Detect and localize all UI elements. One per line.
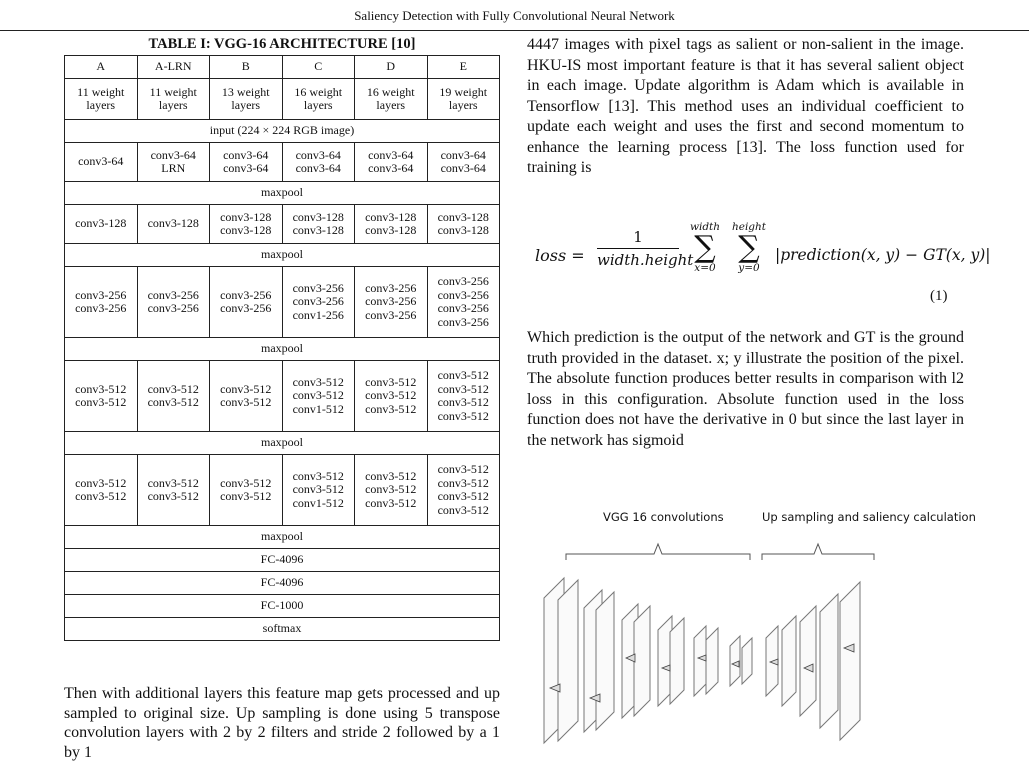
table-cell: E: [427, 56, 500, 79]
table-cell: 13 weight layers: [210, 79, 283, 120]
table-cell: FC-4096: [65, 572, 500, 595]
equation-number: (1): [930, 288, 948, 304]
table-cell: conv3-512 conv3-512 conv3-512 conv3-512: [427, 455, 500, 526]
sum-upper-limit: width: [689, 221, 721, 233]
input-row: [65, 120, 500, 143]
table-cell: conv3-256 conv3-256: [210, 267, 283, 338]
table-cell: maxpool: [65, 432, 500, 455]
table-cell: conv3-128 conv3-128: [282, 205, 355, 244]
table-caption: TABLE I: VGG-16 ARCHITECTURE [10]: [148, 36, 416, 52]
table-cell: conv3-512 conv3-512 conv3-512: [355, 361, 428, 432]
table-cell: 19 weight layers: [427, 79, 500, 120]
table-cell: conv3-128 conv3-128: [355, 205, 428, 244]
body-paragraph-right-1: 4447 images with pixel tags as salient or non-salient in the image. HKU-IS most important feature is that it has several salient object in each image. Update algorithm is Adam which is available in Tensorflow [13]. This method uses an individual coefficient to update each weight and uses the first and second momentum to enhance the learning process [13]. The loss function used for training is: [527, 36, 964, 176]
table-cell: A: [65, 56, 138, 79]
table-cell: conv3-256 conv3-256 conv3-256 conv3-256: [427, 267, 500, 338]
maxpool-row: [65, 526, 500, 549]
table-cell: conv3-64 conv3-64: [282, 143, 355, 182]
fc-row: [65, 549, 500, 572]
summation-x: [685, 222, 725, 274]
table-cell: 16 weight layers: [355, 79, 428, 120]
table-cell: maxpool: [65, 526, 500, 549]
table-cell: conv3-512 conv3-512: [210, 361, 283, 432]
fc-row: [65, 595, 500, 618]
body-paragraph-left: Then with additional layers this feature map gets processed and up sampled to original size. Up sampling is done using 5 transpose convolution layers with 2 by 2 filters and stride 2 followed by a 1 by 1: [64, 685, 500, 761]
sum-lower-limit: x=0: [694, 262, 716, 274]
maxpool-row: [65, 432, 500, 455]
layer-planes: [544, 578, 860, 743]
table-cell: conv3-512 conv3-512 conv3-512: [355, 455, 428, 526]
sum-lower-limit: y=0: [738, 262, 760, 274]
table-cell: conv3-64 conv3-64: [210, 143, 283, 182]
table-cell: 11 weight layers: [137, 79, 210, 120]
table-cell: conv3-512 conv3-512 conv3-512 conv3-512: [427, 361, 500, 432]
maxpool-row: [65, 244, 500, 267]
table-cell: conv3-512 conv3-512: [137, 455, 210, 526]
vgg16-architecture-table: [64, 55, 500, 641]
equation-fraction: [597, 228, 694, 269]
table-cell: maxpool: [65, 244, 500, 267]
table-cell: conv3-128: [137, 205, 210, 244]
table-cell: conv3-512 conv3-512: [137, 361, 210, 432]
table-cell: conv3-64 conv3-64: [355, 143, 428, 182]
fraction-bar: [597, 248, 679, 249]
weight-layers-row: [65, 79, 500, 120]
softmax-row: [65, 618, 500, 641]
table-cell: conv3-512 conv3-512: [210, 455, 283, 526]
table-cell: 11 weight layers: [65, 79, 138, 120]
sum-upper-limit: height: [731, 221, 767, 233]
table-cell: conv3-256 conv3-256 conv3-256: [355, 267, 428, 338]
table-cell: A-LRN: [137, 56, 210, 79]
maxpool-row: [65, 182, 500, 205]
brace-icon: [566, 544, 874, 560]
equation-body: |prediction(x, y) − GT(x, y)|: [775, 246, 991, 264]
table-cell: conv3-128 conv3-128: [210, 205, 283, 244]
sigma-icon: ∑: [694, 230, 716, 265]
table-cell: conv3-128 conv3-128: [427, 205, 500, 244]
summation-y: [729, 222, 769, 274]
table-cell: conv3-64 LRN: [137, 143, 210, 182]
table-cell: conv3-512 conv3-512: [65, 361, 138, 432]
column-header-row: [65, 56, 500, 79]
block5-row: [65, 455, 500, 526]
table-cell: conv3-64: [65, 143, 138, 182]
table-cell: maxpool: [65, 182, 500, 205]
table-cell: conv3-256 conv3-256 conv1-256: [282, 267, 355, 338]
table-cell: conv3-512 conv3-512 conv1-512: [282, 455, 355, 526]
block3-row: [65, 267, 500, 338]
equation-numerator: 1: [633, 228, 643, 246]
table-cell: B: [210, 56, 283, 79]
table-cell: input (224 × 224 RGB image): [65, 120, 500, 143]
body-paragraph-right-2: Which prediction is the output of the network and GT is the ground truth provided in the dataset. x; y illustrate the position of the pixel. The absolute function produces better results in comparison with l2 loss in this configuration. Absolute function used in the loss function does not have the derivative in 0 but since the last layer in the network has sigmoid: [527, 329, 964, 449]
table-cell: conv3-256 conv3-256: [137, 267, 210, 338]
figure-label-vgg: VGG 16 convolutions: [603, 510, 724, 524]
table-cell: FC-1000: [65, 595, 500, 618]
fc-row: [65, 572, 500, 595]
header-rule: [0, 30, 1029, 31]
table-cell: conv3-512 conv3-512 conv1-512: [282, 361, 355, 432]
table-cell: conv3-64 conv3-64: [427, 143, 500, 182]
equation-lhs: loss =: [535, 246, 585, 265]
sigma-icon: ∑: [738, 230, 760, 265]
block2-row: [65, 205, 500, 244]
table-cell: C: [282, 56, 355, 79]
table-cell: maxpool: [65, 338, 500, 361]
network-architecture-figure: [534, 538, 900, 766]
block1-row: [65, 143, 500, 182]
table-cell: conv3-512 conv3-512: [65, 455, 138, 526]
table-cell: FC-4096: [65, 549, 500, 572]
maxpool-row: [65, 338, 500, 361]
table-cell: conv3-128: [65, 205, 138, 244]
loss-equation: [535, 221, 991, 284]
table-cell: softmax: [65, 618, 500, 641]
equation-denominator: width.height: [597, 251, 694, 269]
block4-row: [65, 361, 500, 432]
table-cell: conv3-256 conv3-256: [65, 267, 138, 338]
table-cell: D: [355, 56, 428, 79]
running-header: Saliency Detection with Fully Convolutional Neural Network: [354, 8, 675, 23]
table-cell: 16 weight layers: [282, 79, 355, 120]
figure-label-upsampling: Up sampling and saliency calculation: [762, 510, 976, 524]
